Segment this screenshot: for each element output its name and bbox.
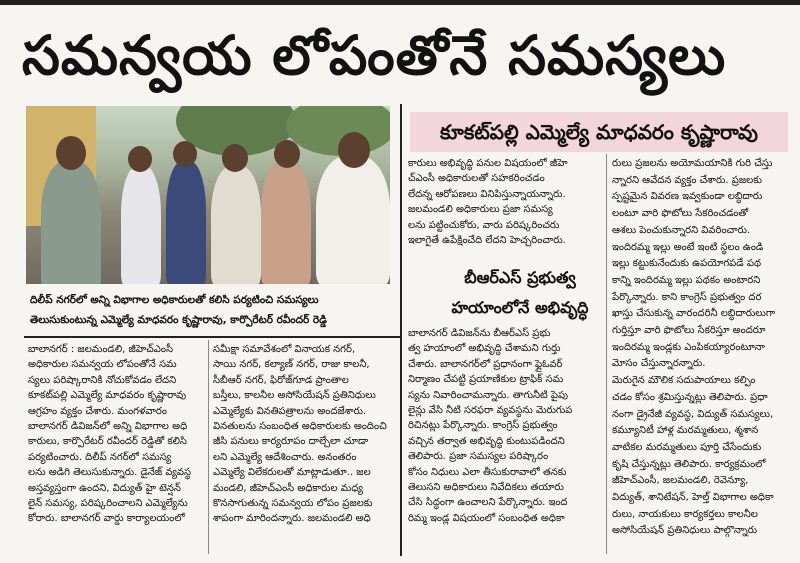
- text-line: తెలిపారు. ప్రజా సమస్యల పరిష్కారం: [408, 451, 549, 463]
- photo-person-head: [56, 136, 86, 170]
- subheading-line: బీఆర్ఎస్‌ ప్రభుత్వ: [464, 268, 576, 287]
- text-line: కొనసాగుతున్న సమన్వయ లోపం ప్రజలకు: [213, 498, 373, 510]
- photo-person-head: [222, 144, 248, 172]
- article-column-3-top: [408, 156, 602, 252]
- text-line: విద్యుత్‌, శానిటేషన్‌, హెల్త్‌ విభాగాల అధికా: [612, 492, 774, 504]
- text-line: అధికారుల సమన్వయ లోపంతోనే సమ: [28, 359, 177, 371]
- text-line: ఇందిరమ్మ ఇల్లు అంటే ఇంటి స్థలం ఉండి: [612, 241, 764, 253]
- text-line: రిమ్మ ఇండ్ల విషయంలో సంబంధిత అధికా: [408, 512, 565, 524]
- text-line: వాటికల మరమ్మతులు పూర్తి చేసేందుకు: [612, 441, 762, 453]
- text-line: లైన్‌ సమస్య, పరిష్కరించాలని ఎమ్మెల్యేను: [28, 498, 188, 510]
- text-line: లని ఎమ్మెల్యే ఆదేశించారు. అనంతరం: [213, 451, 357, 463]
- subheading-line: హయాంలోనే అభివృద్ధి: [451, 298, 589, 317]
- caption-line: తెలుసుకుంటున్న ఎమ్మెల్యే మాధవరం కృష్ణారావు, కార్పొరేటర్‌ రవీందర్‌ రెడ్డి: [30, 314, 327, 326]
- photo-person-head: [274, 140, 300, 168]
- caption-line: దిలీప్‌ నగర్‌లో అన్ని విభాగాల అధికారులతో కలిసి పర్యటించి సమస్యలు: [30, 294, 319, 306]
- article-column-3-bottom: [408, 326, 602, 558]
- text-line: కారులు, కార్పొరేటర్‌ రవీందర్‌ రెడ్డితో కలిసి: [28, 436, 187, 448]
- column-divider: [606, 154, 607, 554]
- text-line: కూకట్‌పల్లి ఎమ్మెల్యే మాధవరం కృష్ణారావు: [28, 390, 187, 402]
- text-line: అసోసియేషన్‌ ప్రతినిధులు పాల్గొన్నారు: [612, 525, 758, 537]
- column-divider: [400, 104, 402, 556]
- text-line: స్యలు పరిష్కారానికి నోచుకోవడం లేదని: [28, 374, 177, 386]
- photo-person: [166, 161, 206, 284]
- text-line: కృషి చేస్తున్నట్లు తెలిపారు. కార్యక్రమంలో: [612, 458, 766, 470]
- text-line: సాయి నగర్‌, కల్యాణ్‌ నగర్‌, రాజు కాలనీ,: [213, 359, 370, 371]
- text-line: ఆశలు పెంచుకున్నారని వివరించారు.: [612, 224, 751, 236]
- text-line: ఎమ్మెల్యే విలేకరులతో మాట్లాడుతూ.. జల: [213, 467, 371, 479]
- text-line: అస్తవ్యస్తంగా ఉందని, విద్యుత్‌ హై టెన్షన్‌: [28, 482, 181, 494]
- text-line: ఇల్లు కట్టుకునేందుకు ఉపయోగపడే పథ: [612, 258, 762, 270]
- text-line: చేశారు. బాలానగర్‌లో ప్రధానంగా ఫ్లైఓవర్‌: [408, 358, 563, 370]
- text-line: లను అడిగి తెలుసుకున్నారు. డైనేజ్‌ వ్యవస్థ: [28, 467, 192, 479]
- text-line: వినతులను సంబంధిత అధికారులకు అందించి: [213, 421, 387, 433]
- text-line: జీసి పనులు కార్యరూపం దాల్చేలా చూడా: [213, 436, 369, 448]
- text-line: బాలానగర్‌ డివిజన్‌లో అన్ని విభాగాల అధి: [28, 421, 188, 433]
- subheading: [435, 263, 605, 323]
- text-line: లైన్లు వేసి నీటి సరఫరా వ్యవస్థను మెరుగుప: [408, 405, 573, 417]
- photo-person: [211, 166, 261, 284]
- text-line: పేర్కొన్నారు. కాని కాంగ్రెస్‌ ప్రభుత్వం దర: [612, 291, 762, 303]
- text-line: రులు, నాయకులు కార్యకర్తలు కాలనీల: [612, 508, 758, 520]
- text-line: రిచినట్లు పేర్కొన్నారు. కాంగ్రెస్‌ ప్రభుత్వం: [408, 420, 558, 432]
- text-line: ఎమ్మెల్యేకు వినతిపత్రాలను అందజేశారు.: [213, 405, 367, 417]
- photo-person-head: [128, 146, 152, 172]
- photo-person: [316, 156, 390, 284]
- headline: సమన్వయ లోపంతోనే సమస్యలు: [22, 24, 727, 87]
- text-line: పర్యటించారు. దిలీప్‌ నగర్‌లో సమస్య: [28, 451, 172, 463]
- text-line: బాలానగర్‌ : జలమండలి, జీహెచ్‌ఎంసీ: [28, 344, 173, 355]
- subhead-banner: కూకట్‌పల్లి ఎమ్మెల్యే మాధవరం కృష్ణారావు: [410, 112, 788, 152]
- text-line: న్నారని ఆవేదన వ్యక్తం చేశారు. ప్రజలకు: [612, 174, 762, 186]
- text-line: జలమండలి అధికారులు ప్రజా సమస్య: [408, 204, 553, 216]
- photo-caption: [30, 290, 390, 330]
- text-line: ఇందిరమ్మ ఇండ్లకు ఎంపికయ్యారంటూనా: [612, 341, 765, 353]
- text-line: తెలుసని అధికారులు నివేదికలు తయారు: [408, 482, 564, 494]
- text-line: లను పట్టించుకోరు, వారు పరిష్కరించరు: [408, 219, 560, 231]
- article-column-1: [28, 342, 204, 558]
- text-line: మండలి, జీహెచ్‌ఎంసీ అధికారుల మధ్య: [213, 482, 363, 494]
- text-line: లంటూ వారి ఫొటోలు సేకరించడంతో: [612, 208, 749, 220]
- text-line: ఇలాగైతే ఉపేక్షించేది లేదని హెచ్చరించారు.: [408, 235, 566, 247]
- page-top-border: [0, 0, 800, 5]
- text-line: బాలానగర్‌ డివిజన్‌ను బీఆర్ఎస్‌ ప్రభు: [408, 328, 551, 339]
- text-line: ఆగ్రహం వ్యక్తం చేశారు. మంగళవారం: [28, 405, 167, 417]
- text-line: చడం కోసం శ్రమిస్తున్నట్లు తెలిపారు. ప్రధా: [612, 391, 768, 403]
- text-line: చ్‌ఎంసీ అధికారులతో సహకరించడం: [408, 173, 545, 185]
- column-divider: [208, 340, 209, 554]
- news-photo: [26, 106, 390, 284]
- text-line: సమీక్షా సమావేశంలో వినాయక నగర్‌,: [213, 344, 356, 355]
- text-line: వచ్చిన తర్వాత అభివృద్ధి కుంటుపడిందని: [408, 435, 565, 447]
- photo-person: [41, 161, 101, 284]
- text-line: నిర్మాణం చేపట్టి ప్రయాణికుల ట్రాఫిక్‌ సమ: [408, 374, 564, 386]
- photo-person-head: [173, 141, 197, 167]
- caption-divider: [24, 336, 400, 338]
- text-line: బస్తీలు, కాలనీల అసోసియేషన్‌ ప్రతినిధులు: [213, 390, 376, 402]
- text-line: కోసం నిధులు ఎలా తీసుకురావాలో తనకు: [408, 466, 567, 478]
- text-line: స్యను నివారించామన్నారు. తాగునీటి పైపు: [408, 389, 568, 401]
- text-line: జీహెచ్‌ఎంసీ, జలమండలి, రెవెన్యూ,: [612, 475, 749, 487]
- text-line: స్పష్టమైన వివరణ ఇవ్వకుండా లబ్ధిదారు: [612, 191, 763, 203]
- article-column-2: [213, 342, 396, 558]
- text-line: కాన్ని ఇందిరమ్మ ఇల్లు పథకం అంటారని: [612, 274, 761, 286]
- text-line: త్వ హయాంలో అభివృద్ధి చేశామని గుర్తు: [408, 343, 561, 355]
- text-line: లేదన్న ఆరోపణలు వినిపిస్తున్నాయన్నారు.: [408, 188, 566, 200]
- text-line: ఖాస్తు చేసుకున్న వారందరినీ లబ్ధిదారులుగా: [612, 308, 776, 320]
- text-line: మోసం చేస్తున్నారన్నారు.: [612, 358, 706, 370]
- photo-person: [121, 166, 161, 284]
- text-line: మెరుగైన మౌలిక సదుపాయాలు కల్పిం: [612, 375, 756, 387]
- text-line: గుర్తిస్తూ వారి ఫొటోలు సేకరిస్తూ అందరూ: [612, 325, 766, 337]
- text-line: శాపంగా మారిందన్నారు. జలమండలి అధి: [213, 513, 371, 525]
- text-line: కోరారు. బాలానగర్‌ వార్డు కార్యాలయంలో: [28, 513, 185, 525]
- text-line: కారులు అభివృద్ధి పనుల విషయంలో జీహె: [408, 158, 568, 169]
- photo-person-head: [338, 132, 370, 168]
- article-column-4: [612, 156, 794, 558]
- text-line: సీబీఆర్‌ నగర్‌, ఫిరోజ్‌గూడ ప్రాంతాల: [213, 374, 349, 386]
- text-line: చేసి సిద్ధంగా ఉంచాలని పేర్కొన్నారు. ఇంద: [408, 497, 568, 509]
- text-line: రులు ప్రజలను అయోమయానికి గురి చేస్తు: [612, 158, 773, 169]
- text-line: నంగా డ్రైనేజీ వ్యవస్థ, విద్యుత్‌ సమస్యలు,: [612, 408, 774, 420]
- photo-person: [261, 161, 311, 284]
- text-line: కమ్యూనిటీ హాళ్ల మరమ్మతులు, శ్మశాన: [612, 425, 759, 437]
